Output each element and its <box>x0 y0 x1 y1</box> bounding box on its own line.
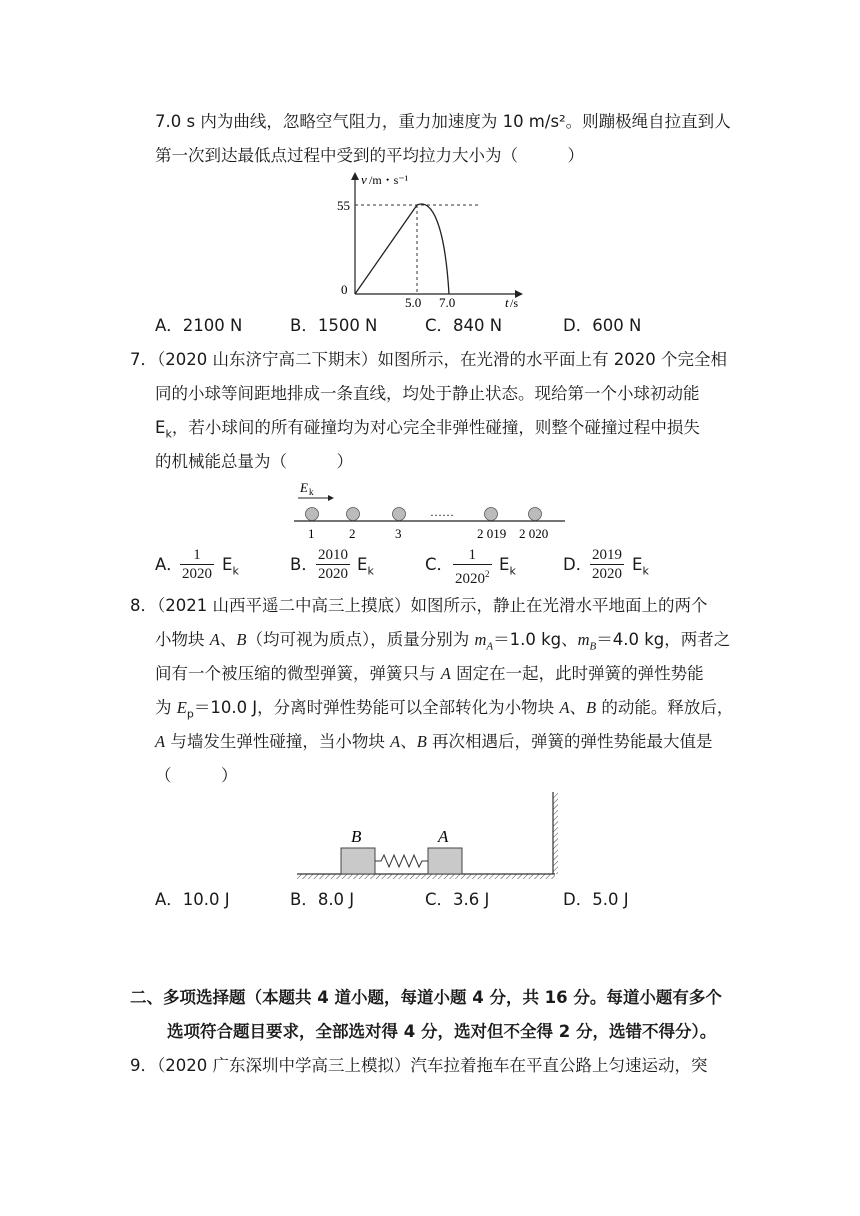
q7-option-c-fraction <box>453 546 492 588</box>
q7-option-d-fraction <box>590 546 624 583</box>
fraction-numerator: 1 <box>468 547 476 563</box>
ball-2019 <box>485 508 498 521</box>
fraction-denominator: 2020 <box>182 566 212 582</box>
q6-option-d: D．600 N <box>563 316 642 335</box>
q7-option-c-label: C． <box>425 555 454 574</box>
balls-in-line-figure <box>290 476 570 544</box>
text-segment: 为 <box>155 698 177 717</box>
text-segment: 、 <box>400 732 417 751</box>
block-a <box>428 848 462 874</box>
mass-symbol: m <box>577 630 590 649</box>
x-tick-5: 5.0 <box>405 295 422 308</box>
q7-text-line2: 同的小球等间距地排成一条直线，均处于静止状态。现给第一个小球初动能 <box>155 384 700 403</box>
q7-text-line3 <box>155 416 700 446</box>
q8-text-line1: 8．（2021 山西平遥二中高三上摸底）如图所示，静止在光滑水平地面上的两个 <box>130 596 708 615</box>
energy-symbol: E <box>176 698 187 717</box>
text-segment: ＝4.0 kg，两者之 <box>596 630 731 649</box>
ek-subscript: k <box>232 564 239 578</box>
ek-symbol: E <box>499 555 510 574</box>
q8-option-c: C．3.6 J <box>425 890 490 909</box>
block-a-symbol: A <box>390 732 401 751</box>
q9-text-line1: 9．（2020 广东深圳中学高三上模拟）汽车拉着拖车在平直公路上匀速运动，突 <box>130 1056 708 1075</box>
section2-heading-line1: 二、多项选择题（本题共 4 道小题，每道小题 4 分，共 16 分。每道小题有多个 <box>130 988 722 1007</box>
ek-arrow-icon <box>328 495 334 501</box>
linear-segment <box>355 205 417 294</box>
ball-label-3: 3 <box>395 526 402 541</box>
origin-label: 0 <box>341 282 348 297</box>
t-axis-symbol: t <box>505 295 509 308</box>
x-tick-7: 7.0 <box>439 295 456 308</box>
q7-option-a-ek <box>222 553 239 583</box>
ball-1 <box>306 508 319 521</box>
q8-option-a: A．10.0 J <box>155 890 230 909</box>
q8-text-line3 <box>155 662 704 686</box>
fraction-numerator: 2019 <box>592 547 622 563</box>
ek-label-sub: k <box>309 487 314 497</box>
fraction-denominator <box>453 564 492 588</box>
q8-text-line5 <box>155 730 713 754</box>
block-a-label: A <box>438 827 449 846</box>
fraction-numerator: 2010 <box>318 547 348 563</box>
q7-text-line3-rest: ，若小球间的所有碰撞均为对心完全非弹性碰撞，则整个碰撞过程中损失 <box>171 418 700 437</box>
q7-option-b-ek <box>357 553 374 583</box>
q8-text-line2 <box>155 628 730 658</box>
q6-text-line2: 第一次到达最低点过程中受到的平均拉力大小为（ ） <box>155 146 584 165</box>
text-segment: 、 <box>219 630 237 649</box>
v-axis-arrow-icon <box>351 172 359 180</box>
text-segment: 的动能。释放后， <box>596 698 734 717</box>
ek-symbol: E <box>632 555 643 574</box>
section2-heading-line2: 选项符合题目要求，全部选对得 4 分，选对但不全得 2 分，选错不得分）。 <box>167 1022 717 1041</box>
q7-option-a-label: A． <box>155 555 183 574</box>
q8-option-b: B．8.0 J <box>290 890 355 909</box>
block-b <box>341 848 375 874</box>
q6-option-a: A．2100 N <box>155 316 243 335</box>
v-axis-unit: /m・s⁻¹ <box>369 173 409 187</box>
q7-option-c-ek <box>499 553 516 583</box>
t-axis-unit: /s <box>510 296 519 308</box>
y-tick-55: 55 <box>337 198 350 213</box>
ek-symbol: E <box>357 555 368 574</box>
velocity-time-graph <box>335 168 535 308</box>
q7-text-line4: 的机械能总量为（ ） <box>155 452 353 471</box>
q8-text-line6: （ ） <box>155 766 238 785</box>
text-segment: 间有一个被压缩的微型弹簧，弹簧只与 <box>155 664 441 683</box>
ek-subscript: k <box>642 564 649 578</box>
q7-option-b-label: B． <box>290 555 318 574</box>
block-a-symbol: A <box>209 630 220 649</box>
ball-label-2019: 2 019 <box>477 526 507 541</box>
mass-subscript-a: A <box>486 640 494 653</box>
ball-2020 <box>529 508 542 521</box>
text-segment: （均可视为质点），质量分别为 <box>246 630 475 649</box>
ek-symbol: E <box>155 418 166 437</box>
q6-option-b: B．1500 N <box>290 316 378 335</box>
block-a-symbol: A <box>440 664 451 683</box>
q7-option-d-label: D． <box>563 555 593 574</box>
text-segment: 再次相遇后，弹簧的弹性势能最大值是 <box>426 732 713 751</box>
ellipsis-dots: …… <box>430 505 454 519</box>
ek-subscript: k <box>509 564 516 578</box>
block-a-symbol: A <box>155 732 166 751</box>
ek-subscript: k <box>367 564 374 578</box>
ball-label-2: 2 <box>349 526 356 541</box>
q7-option-d-ek <box>632 553 649 583</box>
text-segment: ＝1.0 kg、 <box>493 630 578 649</box>
wall-hatch <box>553 792 558 874</box>
q7-option-a-fraction <box>180 546 214 583</box>
block-b-label: B <box>351 827 362 846</box>
block-b-symbol: B <box>586 698 597 717</box>
text-segment: ＝10.0 J，分离时弹性势能可以全部转化为小物块 <box>193 698 560 717</box>
fraction-denominator: 2020 <box>592 566 622 582</box>
q6-text-line1: 7.0 s 内为曲线，忽略空气阻力，重力加速度为 10 m/s²。则蹦极绳自拉直到人 <box>155 112 731 131</box>
ek-subscript: k <box>165 427 172 441</box>
ground-hatch <box>297 874 555 879</box>
denominator-exponent: 2 <box>485 569 490 579</box>
text-segment: 与墙发生弹性碰撞，当小物块 <box>165 732 391 751</box>
blocks-spring-wall-figure <box>295 790 565 882</box>
fraction-denominator: 2020 <box>318 566 348 582</box>
mass-subscript-b: B <box>589 640 597 653</box>
q8-option-d: D．5.0 J <box>563 890 629 909</box>
ball-3 <box>393 508 406 521</box>
mass-symbol: m <box>474 630 487 649</box>
ball-label-2020: 2 020 <box>519 526 549 541</box>
block-b-symbol: B <box>236 630 247 649</box>
q8-text-line4 <box>155 696 733 726</box>
block-a-symbol: A <box>559 698 570 717</box>
v-axis-symbol: v <box>361 172 367 187</box>
fraction-numerator: 1 <box>193 547 201 563</box>
ball-label-1: 1 <box>308 526 315 541</box>
text-segment: 固定在一起，此时弹簧的弹性势能 <box>450 664 704 683</box>
curve-segment <box>417 204 449 294</box>
q7-text-line1: 7．（2020 山东济宁高二下期末）如图所示，在光滑的水平面上有 2020 个完全相 <box>130 350 727 369</box>
ek-symbol: E <box>222 555 233 574</box>
energy-subscript: p <box>186 707 194 721</box>
q7-option-b-fraction <box>316 546 350 583</box>
ball-2 <box>347 508 360 521</box>
text-segment: 小物块 <box>155 630 210 649</box>
ek-label: E <box>300 480 308 495</box>
q6-option-c: C．840 N <box>425 316 503 335</box>
denominator-base: 2020 <box>455 571 485 587</box>
block-b-symbol: B <box>416 732 427 751</box>
text-segment: 、 <box>569 698 587 717</box>
spring <box>375 855 428 867</box>
